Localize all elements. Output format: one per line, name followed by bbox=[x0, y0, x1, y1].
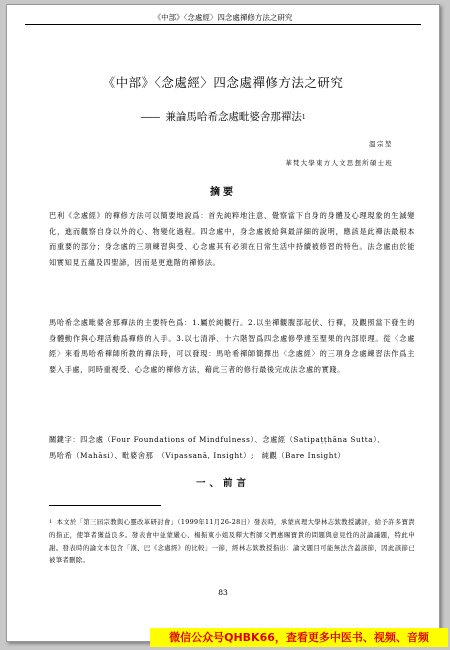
page-number: 83 bbox=[218, 588, 228, 597]
footnote bbox=[49, 516, 415, 567]
footnote-text: 本文於「第三屆宗教與心靈改革研討會」（1999年11月26-28日）發表時，承蒙真理大學林志欽教授講評，給予許多寶貴的指正，使筆者獲益良多。發表會中並蒙嚴心、楊振東小姐及釋大哲師父們惠賜寶貴的問題與意見性的討論議題，特此申謝。發表時的論文本包含「漢、巴《念處經》的比較」一節，經林志欽教授指出：論文題目可能無法含蓋該節，因此該節已被筆者刪除。 bbox=[49, 518, 415, 565]
footnote-marker: 1 bbox=[49, 519, 53, 525]
header-rule bbox=[25, 24, 421, 25]
subtitle-dash: —— bbox=[140, 111, 160, 123]
abstract-paragraph-2: 馬哈希念處毗婆舍那禪法的主要特色爲：1.屬於純觀行。2.以坐禪觀腹部起伏、行禪，及觀照當下發生的身體動作與心理活動爲禪修的入手。3.以七清淨、十六階智爲四念處修學達至聖果的內部原理。從〈念處經〉來看馬哈希禪師所教的禪法時，可以發現：馬哈希禪師簡擇出〈念處經〉的三項身念處練習法作爲主要入手處，同時重視受、心念處的禪修方法，藉此三者的修行最後完成法念處的實踐。 bbox=[49, 318, 415, 374]
running-header: 《中部》〈念處經〉四念處禪修方法之研究 bbox=[153, 13, 293, 22]
footnote-rule bbox=[49, 505, 161, 506]
keywords bbox=[49, 432, 415, 463]
article-title: 《中部》〈念處經〉四念處禪修方法之研究 bbox=[102, 75, 344, 90]
keywords-line-2: 馬哈希（Mahāsi）、毗婆舍那 （Vipassanā, Insight）; 純觀（Bare Insight） bbox=[49, 450, 346, 460]
abstract-heading: 摘要 bbox=[210, 187, 236, 198]
section-heading: 一、前言 bbox=[195, 478, 250, 489]
author-affiliation: 華梵大學東方人文思想所碩士班 bbox=[285, 159, 393, 167]
subtitle-text: 兼論馬哈希念處毗婆舍那禪法 bbox=[165, 111, 302, 123]
keywords-text-1: 四念處（Four Foundations of Mindfulness）、念處經（Satipaṭṭhāna Sutta）、 bbox=[80, 435, 386, 444]
author-name: 溫宗堃 bbox=[369, 140, 393, 148]
abstract-paragraph-1: 巴利《念處經》的禪修方法可以簡要地說爲：首先純粹地注意、覺察當下自身的身體及心理現象的生滅變化，進而觀察自身以外的心、物變化過程。四念處中，身念處被給與最詳細的說明，應該是此禪法最根本而重要的部分；身念處的三項練習與受、心念處其有必須在日常生活中持續被修習的特色。法念處由於能知實知見五蘊及四聖諦，因而是更進階的禪修法。 bbox=[49, 211, 415, 267]
document-page bbox=[6, 4, 440, 642]
keywords-line-1 bbox=[49, 432, 415, 448]
keywords-label: 關鍵字： bbox=[49, 435, 81, 444]
article-subtitle bbox=[7, 111, 439, 124]
watermark-banner: 微信公众号QHBK66，查看更多中医书、视频、音频 bbox=[150, 628, 448, 647]
footnote-ref[interactable]: 1 bbox=[301, 114, 306, 121]
